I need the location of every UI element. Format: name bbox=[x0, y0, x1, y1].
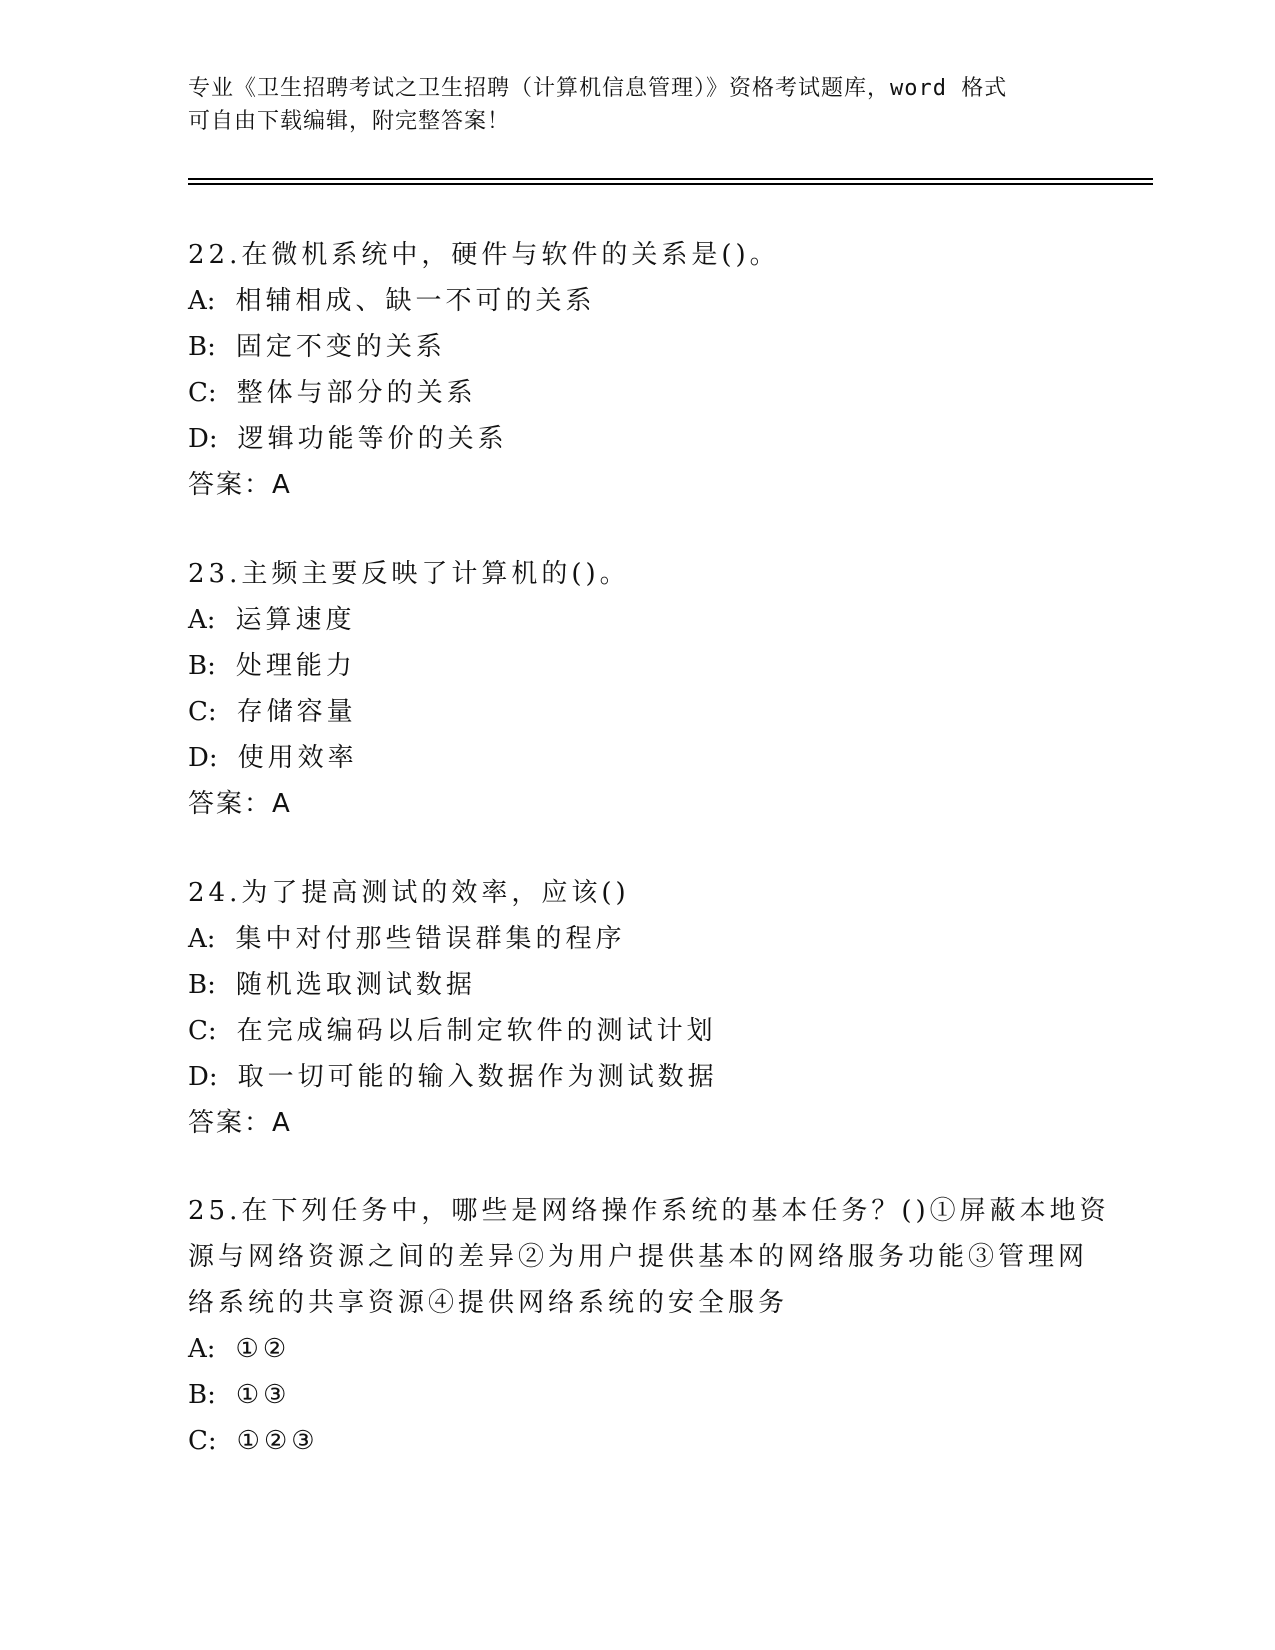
option-letter: B: bbox=[188, 1380, 216, 1410]
header-line-2: 可自由下载编辑，附完整答案！ bbox=[188, 109, 511, 134]
option-d bbox=[188, 1054, 1088, 1100]
option-letter: C: bbox=[188, 378, 217, 408]
option-letter: D: bbox=[188, 743, 218, 773]
option-b bbox=[188, 324, 1088, 370]
option-text: 运算速度 bbox=[235, 605, 356, 635]
question-stem bbox=[188, 232, 1088, 278]
option-text: 集中对付那些错误群集的程序 bbox=[235, 924, 626, 954]
question-stem-line: 23.主频主要反映了计算机的()。 bbox=[188, 559, 630, 589]
header-divider-bottom bbox=[188, 183, 1153, 185]
question-stem bbox=[188, 870, 1088, 916]
option-d bbox=[188, 416, 1088, 462]
answer-line: 答案：A bbox=[188, 789, 292, 819]
option-text: ①② bbox=[235, 1334, 291, 1364]
question-stem-line: 络系统的共享资源④提供网络系统的安全服务 bbox=[188, 1288, 789, 1318]
question-stem bbox=[188, 1188, 1110, 1326]
option-letter: C: bbox=[188, 1016, 217, 1046]
option-c bbox=[188, 1008, 1088, 1054]
question-24 bbox=[188, 870, 1088, 1146]
option-text: ①③ bbox=[235, 1380, 291, 1410]
question-23 bbox=[188, 551, 1088, 827]
option-letter: C: bbox=[188, 1426, 217, 1456]
option-a bbox=[188, 916, 1088, 962]
option-letter: C: bbox=[188, 697, 217, 727]
answer-line: 答案：A bbox=[188, 1108, 292, 1138]
option-letter: A: bbox=[188, 1334, 216, 1364]
option-text: 逻辑功能等价的关系 bbox=[237, 424, 508, 454]
answer-line: 答案：A bbox=[188, 470, 292, 500]
option-text: 整体与部分的关系 bbox=[236, 378, 477, 408]
option-a bbox=[188, 1326, 1088, 1372]
option-letter: B: bbox=[188, 970, 216, 1000]
option-text: 处理能力 bbox=[235, 651, 356, 681]
option-text: 存储容量 bbox=[236, 697, 357, 727]
question-stem-line: 源与网络资源之间的差异②为用户提供基本的网络服务功能③管理网 bbox=[188, 1242, 1089, 1272]
option-letter: D: bbox=[188, 424, 218, 454]
option-letter: B: bbox=[188, 651, 216, 681]
option-a bbox=[188, 278, 1088, 324]
option-letter: A: bbox=[188, 924, 216, 954]
question-stem-line: 22.在微机系统中，硬件与软件的关系是()。 bbox=[188, 240, 780, 270]
option-b bbox=[188, 643, 1088, 689]
option-letter: A: bbox=[188, 605, 216, 635]
header-line-1: 专业《卫生招聘考试之卫生招聘（计算机信息管理）》资格考试题库，word 格式 bbox=[188, 76, 1008, 101]
option-text: 在完成编码以后制定软件的测试计划 bbox=[236, 1016, 717, 1046]
option-b bbox=[188, 962, 1088, 1008]
option-text: 相辅相成、缺一不可的关系 bbox=[235, 286, 596, 316]
question-stem-line: 25.在下列任务中，哪些是网络操作系统的基本任务？()①屏蔽本地资 bbox=[188, 1196, 1110, 1226]
option-text: 随机选取测试数据 bbox=[235, 970, 476, 1000]
question-stem-line: 24.为了提高测试的效率，应该() bbox=[188, 878, 630, 908]
option-text: 取一切可能的输入数据作为测试数据 bbox=[237, 1062, 718, 1092]
option-c bbox=[188, 689, 1088, 735]
option-text: 使用效率 bbox=[237, 743, 358, 773]
option-c bbox=[188, 370, 1088, 416]
option-letter: A: bbox=[188, 286, 216, 316]
option-letter: D: bbox=[188, 1062, 218, 1092]
question-22 bbox=[188, 232, 1088, 508]
option-a bbox=[188, 597, 1088, 643]
option-text: ①②③ bbox=[236, 1426, 319, 1456]
header-divider-top bbox=[188, 178, 1153, 180]
option-letter: B: bbox=[188, 332, 216, 362]
option-b bbox=[188, 1372, 1088, 1418]
document-header bbox=[188, 72, 1088, 138]
question-stem bbox=[188, 551, 1088, 597]
option-text: 固定不变的关系 bbox=[235, 332, 446, 362]
option-d bbox=[188, 735, 1088, 781]
question-25 bbox=[188, 1188, 1110, 1464]
option-c bbox=[188, 1418, 1088, 1464]
